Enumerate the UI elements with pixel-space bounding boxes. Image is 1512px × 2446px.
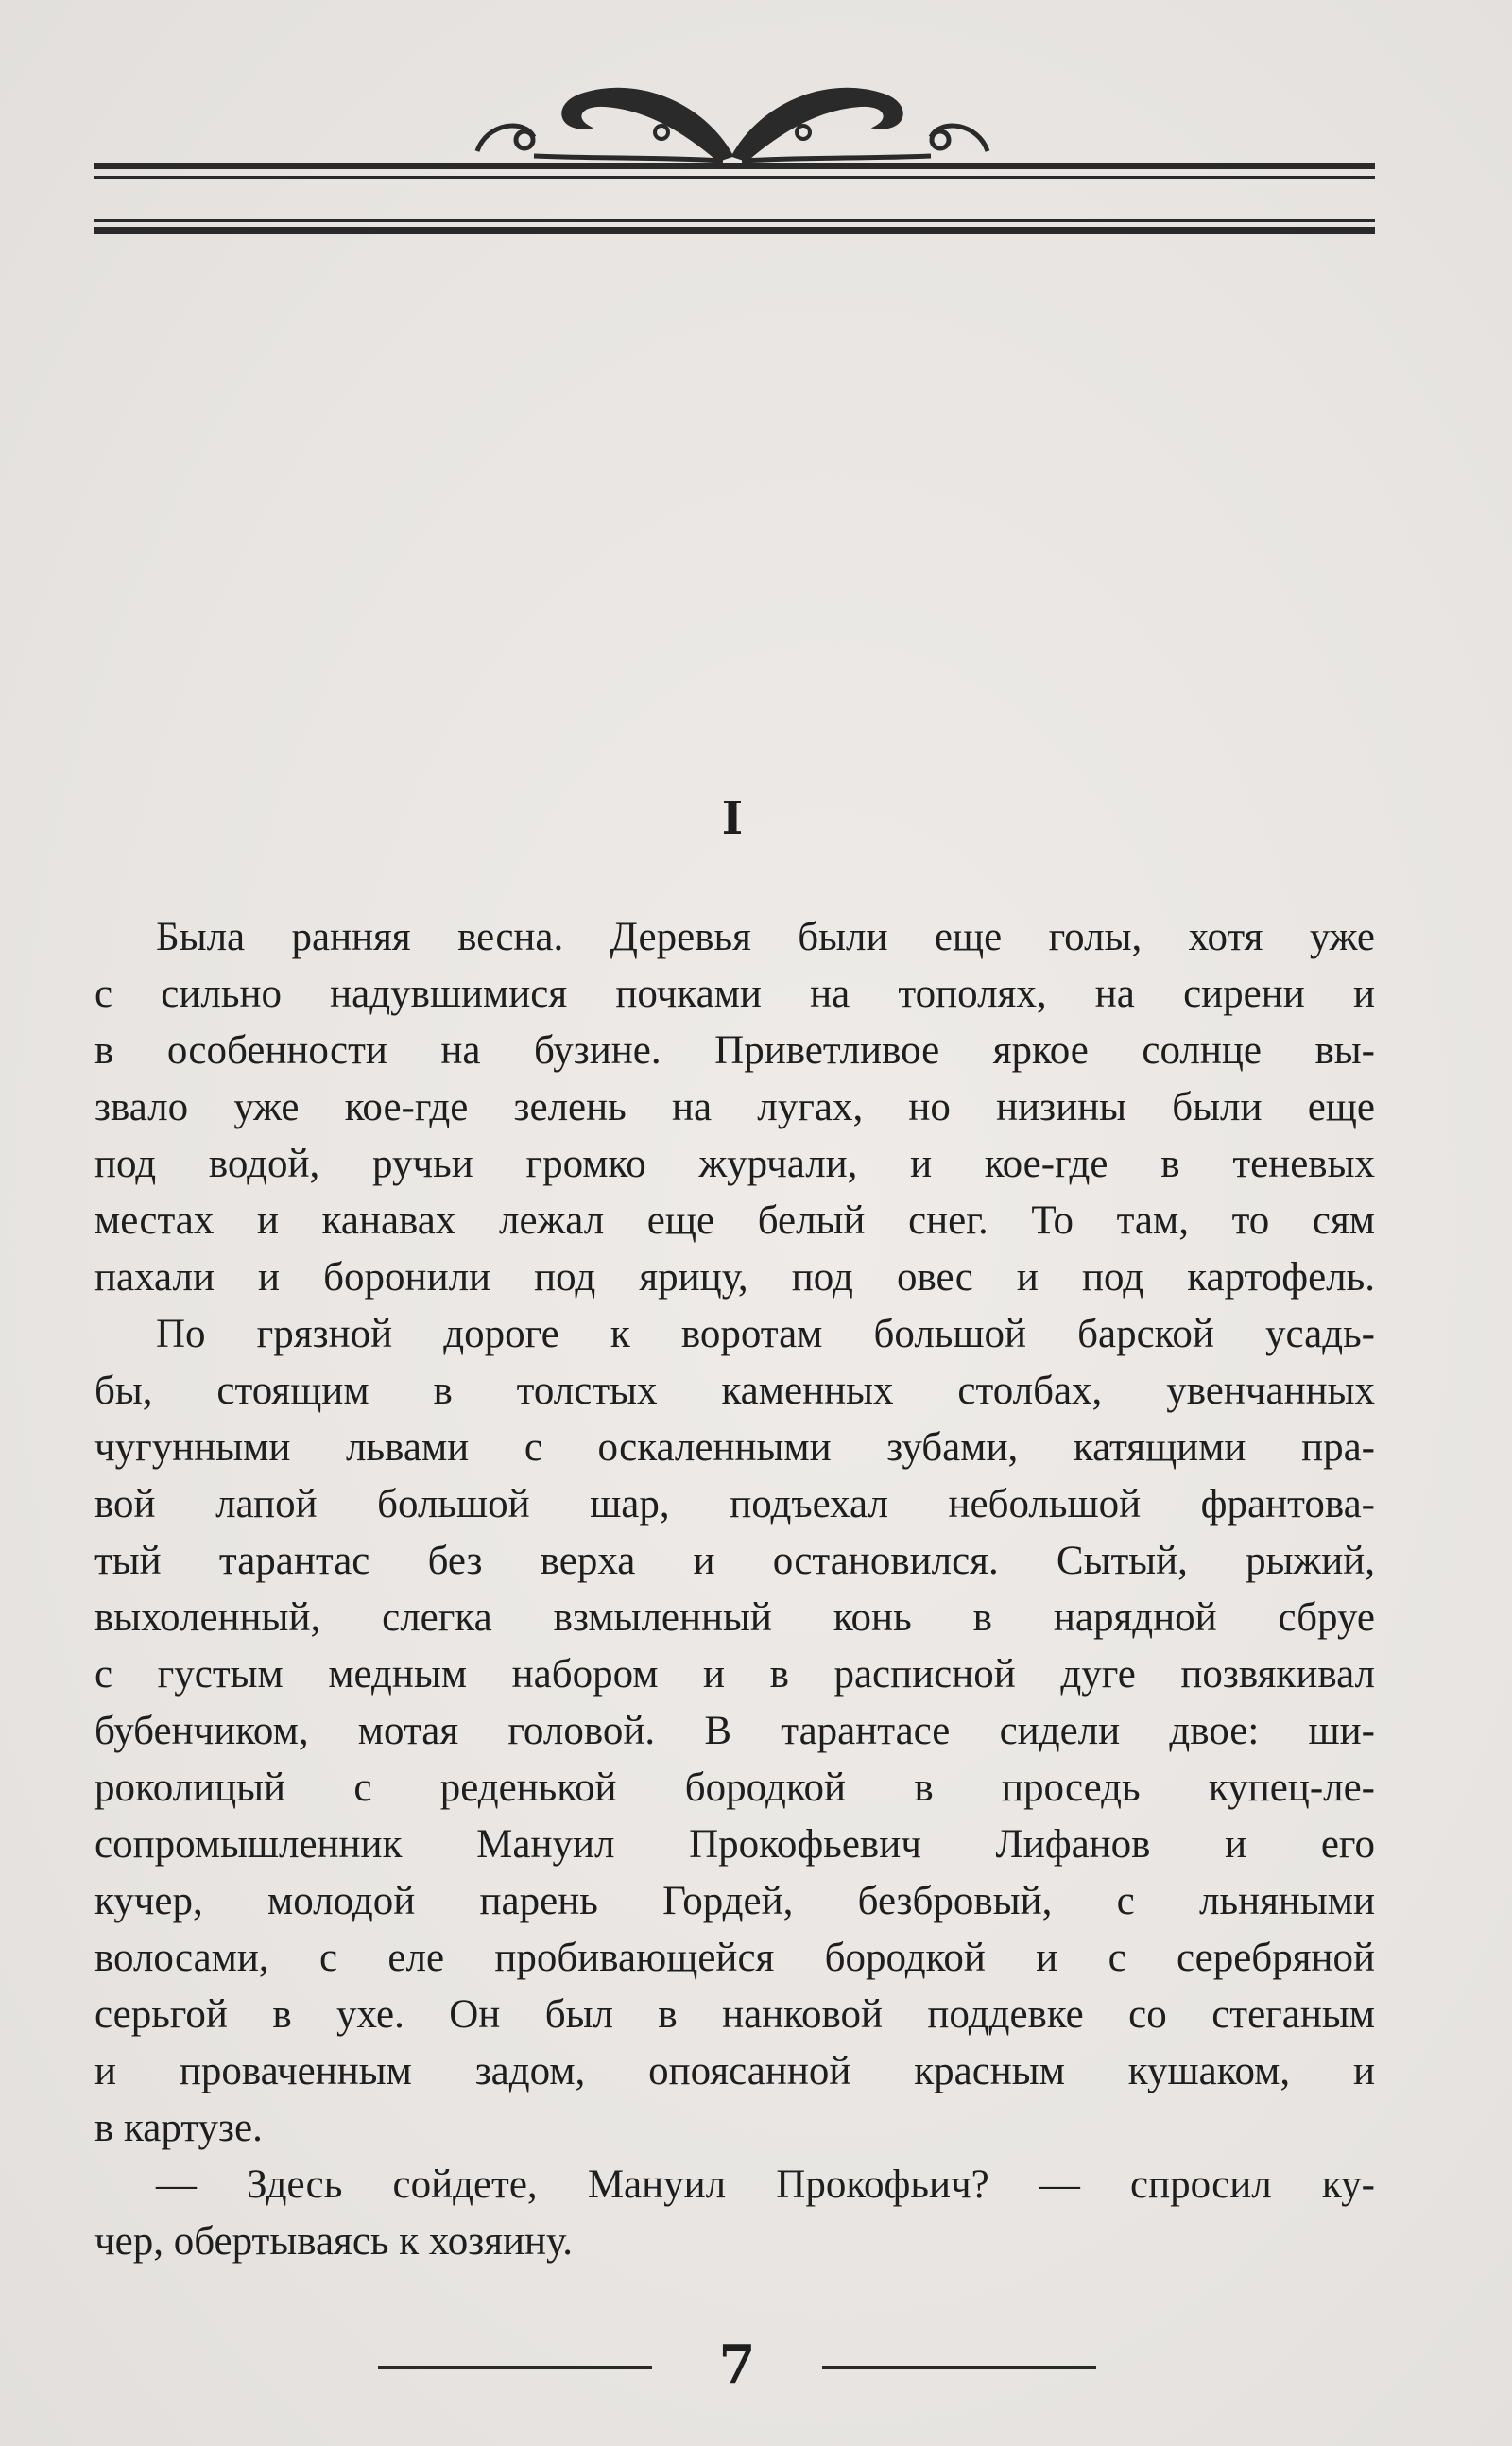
- text-line: выхоленный, слегка взмыленный конь в нарядной сбруе: [94, 1595, 1375, 1640]
- text-line: Была ранняя весна. Деревья были еще голы, хотя уже: [156, 915, 1375, 959]
- footer-rule: [822, 2366, 1096, 2369]
- text-line: тый тарантас без верха и остановился. Сытый, рыжий,: [94, 1539, 1375, 1583]
- main-text: [94, 909, 1375, 2270]
- text-line: кучер, молодой парень Гордей, безбровый, с льняными: [94, 1879, 1375, 1923]
- text-line: в картузе.: [94, 2106, 263, 2150]
- text-line: — Здесь сойдете, Мануил Прокофьич? — спросил ку-: [156, 2162, 1375, 2207]
- text-line: с сильно надувшимися почками на тополях, на сирени и: [94, 972, 1375, 1016]
- text-line: под водой, ручьи громко журчали, и кое-где в теневых: [94, 1142, 1375, 1186]
- text-line: в особенности на бузине. Приветливое яркое солнце вы-: [94, 1028, 1375, 1073]
- paragraph: [94, 909, 1375, 1306]
- text-line: местах и канавах лежал еще белый снег. То там, то сям: [94, 1198, 1375, 1243]
- header-rule: [94, 176, 1375, 179]
- text-line: По грязной дороге к воротам большой барской усадь-: [156, 1312, 1375, 1356]
- text-line: сопромышленник Мануил Прокофьевич Лифанов и его: [94, 1822, 1375, 1867]
- text-line: бы, стоящим в толстых каменных столбах, увенчанных: [94, 1369, 1375, 1413]
- text-line: чер, обертываясь к хозяину.: [94, 2219, 574, 2264]
- header-rule: [94, 227, 1375, 234]
- text-line: звало уже кое-где зелень на лугах, но низины были еще: [94, 1085, 1375, 1129]
- text-line: роколицый с реденькой бородкой в проседь купец-ле-: [94, 1766, 1375, 1810]
- page-number: 7: [718, 2334, 756, 2396]
- decorative-ornament: [468, 66, 997, 170]
- header-rule: [94, 163, 1375, 169]
- text-line: и проваченным задом, опоясанной красным кушаком, и: [94, 2049, 1375, 2093]
- paragraph: [94, 2157, 1375, 2270]
- chapter-number: I: [721, 792, 744, 845]
- text-line: пахали и боронили под ярицу, под овес и под картофель.: [94, 1255, 1375, 1300]
- text-line: с густым медным набором и в расписной дуге позвякивал: [94, 1652, 1375, 1697]
- text-line: волосами, с еле пробивающейся бородкой и с серебряной: [94, 1936, 1375, 1980]
- text-line: бубенчиком, мотая головой. В тарантасе сидели двое: ши-: [94, 1709, 1375, 1753]
- text-line: вой лапой большой шар, подъехал небольшой франтова-: [94, 1482, 1375, 1526]
- footer-rule: [378, 2366, 652, 2369]
- header-rule: [94, 219, 1375, 222]
- text-line: серьгой в ухе. Он был в нанковой поддевке со стеганым: [94, 1992, 1375, 2037]
- text-line: чугунными львами с оскаленными зубами, катящими пра-: [94, 1425, 1375, 1470]
- paragraph: [94, 1306, 1375, 2157]
